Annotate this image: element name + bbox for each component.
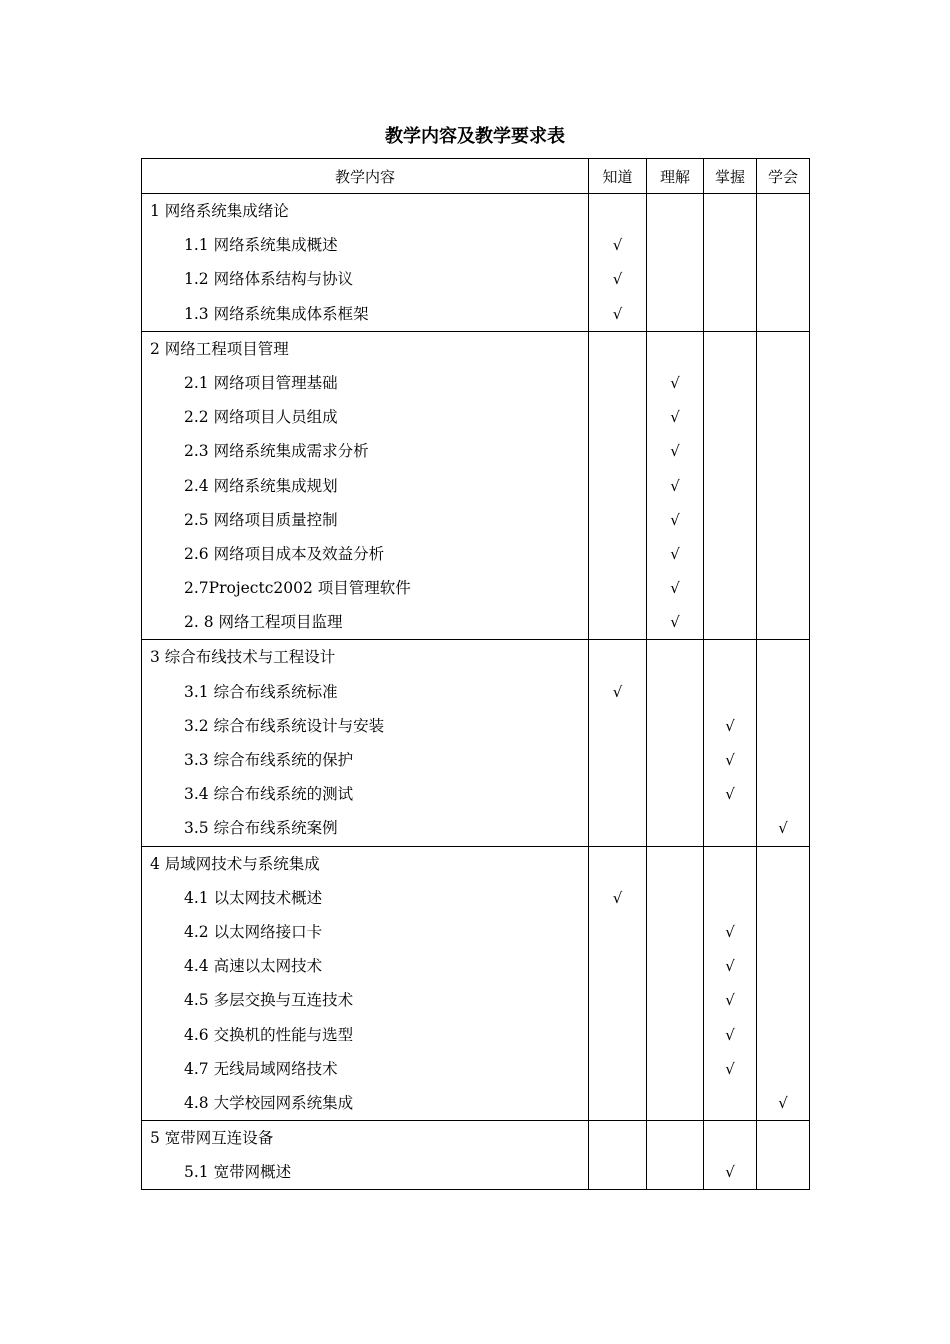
- check-mark: √: [725, 991, 735, 1010]
- section-spacer: [704, 194, 756, 228]
- empty-mark: [647, 777, 703, 811]
- check-mark: √: [725, 751, 735, 769]
- section-row: [142, 331, 810, 640]
- empty-mark: [589, 915, 646, 949]
- check-mark: √: [725, 1059, 735, 1078]
- level-cell-understand: [647, 1121, 704, 1190]
- empty-mark: [589, 605, 646, 639]
- section-title: 4 局域网技术与系统集成: [150, 854, 320, 873]
- section-row: [142, 1121, 810, 1190]
- level-cell-understand: [647, 640, 704, 846]
- check-mark: √: [612, 270, 623, 289]
- check-mark: √: [670, 544, 680, 563]
- subsection-item: 1.3 网络系统集成体系框架: [184, 304, 369, 323]
- empty-mark: [647, 709, 703, 743]
- level-cell-learn: [757, 331, 810, 640]
- level-cell-know: [589, 846, 647, 1121]
- table-body: [142, 194, 810, 1190]
- subsection-item: 2.4 网络系统集成规划: [184, 476, 338, 495]
- empty-mark: [757, 1018, 809, 1052]
- empty-mark: [589, 537, 646, 571]
- empty-mark: [647, 297, 703, 331]
- level-cell-understand: [647, 194, 704, 332]
- empty-mark: [757, 881, 809, 915]
- empty-mark: [589, 983, 646, 1017]
- empty-mark: [757, 228, 809, 262]
- empty-mark: [647, 743, 703, 777]
- empty-mark: [704, 503, 756, 537]
- section-spacer: [647, 847, 703, 881]
- section-title: 1 网络系统集成绪论: [150, 202, 289, 220]
- header-know: 知道: [589, 159, 647, 194]
- teaching-requirements-table: [141, 158, 810, 1190]
- level-cell-know: [589, 640, 647, 846]
- empty-mark: [704, 366, 756, 400]
- header-master: 掌握: [704, 159, 757, 194]
- section-row: [142, 194, 810, 332]
- section-spacer: [704, 332, 756, 366]
- subsection-item: 3.5 综合布线系统案例: [184, 819, 338, 838]
- check-mark: √: [612, 682, 623, 701]
- empty-mark: [589, 1018, 646, 1052]
- empty-mark: [589, 777, 646, 811]
- level-cell-learn: [757, 194, 810, 332]
- empty-mark: [589, 811, 646, 845]
- subsection-item: 4.4 高速以太网技术: [184, 957, 323, 976]
- section-spacer: [589, 847, 646, 881]
- subsection-item: 1.2 网络体系结构与协议: [184, 270, 354, 289]
- check-mark: √: [725, 785, 735, 804]
- section-spacer: [757, 1121, 809, 1155]
- section-spacer: [589, 640, 646, 674]
- empty-mark: [704, 400, 756, 434]
- empty-mark: [589, 469, 646, 503]
- empty-mark: [589, 434, 646, 468]
- check-mark: √: [778, 1093, 788, 1112]
- section-title: 2 网络工程项目管理: [150, 339, 289, 358]
- empty-mark: [704, 811, 756, 845]
- header-content: 教学内容: [142, 159, 589, 194]
- level-cell-learn: [757, 1121, 810, 1190]
- header-row: [142, 159, 810, 194]
- empty-mark: [704, 1086, 756, 1120]
- subsection-item: 2.7Projectc2002 项目管理软件: [184, 579, 411, 598]
- subsection-item: 5.1 宽带网概述: [184, 1163, 292, 1182]
- section-content-cell: [142, 1121, 589, 1190]
- check-mark: √: [670, 613, 680, 632]
- empty-mark: [589, 743, 646, 777]
- empty-mark: [647, 1018, 703, 1052]
- check-mark: √: [725, 1025, 735, 1044]
- section-content-cell: [142, 331, 589, 640]
- empty-mark: [757, 675, 809, 709]
- subsection-item: 2.2 网络项目人员组成: [184, 408, 338, 427]
- subsection-item: 4.6 交换机的性能与选型: [184, 1025, 354, 1044]
- section-row: [142, 846, 810, 1121]
- check-mark: √: [725, 1163, 735, 1182]
- level-cell-master: [704, 640, 757, 846]
- empty-mark: [757, 743, 809, 777]
- header-understand: 理解: [647, 159, 704, 194]
- subsection-item: 4.5 多层交换与互连技术: [184, 991, 354, 1010]
- section-content-cell: [142, 846, 589, 1121]
- empty-mark: [704, 469, 756, 503]
- empty-mark: [704, 537, 756, 571]
- empty-mark: [757, 400, 809, 434]
- empty-mark: [647, 262, 703, 296]
- empty-mark: [647, 1086, 703, 1120]
- header-learn: 学会: [757, 159, 810, 194]
- subsection-item: 3.3 综合布线系统的保护: [184, 751, 354, 769]
- section-spacer: [704, 640, 756, 674]
- section-spacer: [647, 332, 703, 366]
- subsection-item: 4.1 以太网技术概述: [184, 888, 323, 907]
- level-cell-understand: [647, 331, 704, 640]
- section-spacer: [647, 1121, 703, 1155]
- empty-mark: [647, 228, 703, 262]
- section-spacer: [589, 194, 646, 228]
- empty-mark: [757, 777, 809, 811]
- empty-mark: [589, 1155, 646, 1189]
- empty-mark: [647, 675, 703, 709]
- empty-mark: [589, 400, 646, 434]
- level-cell-master: [704, 194, 757, 332]
- section-spacer: [757, 640, 809, 674]
- empty-mark: [757, 297, 809, 331]
- empty-mark: [757, 537, 809, 571]
- empty-mark: [704, 297, 756, 331]
- empty-mark: [704, 571, 756, 605]
- section-spacer: [757, 847, 809, 881]
- empty-mark: [704, 228, 756, 262]
- level-cell-master: [704, 331, 757, 640]
- level-cell-master: [704, 1121, 757, 1190]
- subsection-item: 3.1 综合布线系统标准: [184, 682, 338, 701]
- empty-mark: [589, 1052, 646, 1086]
- check-mark: √: [725, 957, 735, 976]
- section-spacer: [757, 194, 809, 228]
- empty-mark: [757, 571, 809, 605]
- subsection-item: 2.1 网络项目管理基础: [184, 373, 338, 392]
- subsection-item: 1.1 网络系统集成概述: [184, 236, 338, 255]
- empty-mark: [757, 262, 809, 296]
- empty-mark: [589, 503, 646, 537]
- empty-mark: [647, 881, 703, 915]
- check-mark: √: [670, 476, 680, 495]
- empty-mark: [647, 949, 703, 983]
- level-cell-learn: [757, 640, 810, 846]
- empty-mark: [704, 675, 756, 709]
- section-spacer: [589, 1121, 646, 1155]
- check-mark: √: [778, 819, 788, 838]
- empty-mark: [757, 503, 809, 537]
- level-cell-understand: [647, 846, 704, 1121]
- check-mark: √: [670, 579, 680, 598]
- empty-mark: [757, 366, 809, 400]
- empty-mark: [757, 605, 809, 639]
- empty-mark: [647, 983, 703, 1017]
- document-title: 教学内容及教学要求表: [385, 126, 565, 147]
- empty-mark: [647, 811, 703, 845]
- empty-mark: [589, 366, 646, 400]
- level-cell-know: [589, 194, 647, 332]
- section-title: 3 综合布线技术与工程设计: [150, 648, 336, 667]
- check-mark: √: [670, 510, 680, 529]
- empty-mark: [647, 1052, 703, 1086]
- level-cell-master: [704, 846, 757, 1121]
- subsection-item: 4.8 大学校园网系统集成: [184, 1093, 354, 1112]
- check-mark: √: [670, 408, 680, 427]
- subsection-item: 2.6 网络项目成本及效益分析: [184, 544, 385, 563]
- check-mark: √: [725, 922, 735, 941]
- empty-mark: [704, 605, 756, 639]
- level-cell-know: [589, 331, 647, 640]
- empty-mark: [757, 983, 809, 1017]
- level-cell-know: [589, 1121, 647, 1190]
- subsection-item: 3.2 综合布线系统设计与安装: [184, 716, 385, 735]
- empty-mark: [589, 571, 646, 605]
- empty-mark: [757, 949, 809, 983]
- empty-mark: [704, 262, 756, 296]
- empty-mark: [757, 1052, 809, 1086]
- subsection-item: 2. 8 网络工程项目监理: [184, 613, 343, 632]
- section-spacer: [704, 847, 756, 881]
- check-mark: √: [612, 888, 623, 907]
- check-mark: √: [725, 716, 735, 735]
- empty-mark: [757, 915, 809, 949]
- subsection-item: 4.2 以太网络接口卡: [184, 922, 323, 941]
- empty-mark: [589, 949, 646, 983]
- section-spacer: [704, 1121, 756, 1155]
- section-content-cell: [142, 194, 589, 332]
- empty-mark: [704, 881, 756, 915]
- empty-mark: [757, 434, 809, 468]
- empty-mark: [704, 434, 756, 468]
- empty-mark: [589, 709, 646, 743]
- check-mark: √: [612, 236, 623, 255]
- empty-mark: [589, 1086, 646, 1120]
- section-spacer: [757, 332, 809, 366]
- check-mark: √: [612, 304, 623, 323]
- section-spacer: [647, 640, 703, 674]
- subsection-item: 4.7 无线局域网络技术: [184, 1059, 338, 1078]
- empty-mark: [757, 469, 809, 503]
- level-cell-learn: [757, 846, 810, 1121]
- subsection-item: 2.3 网络系统集成需求分析: [184, 442, 369, 461]
- check-mark: √: [670, 373, 680, 392]
- subsection-item: 2.5 网络项目质量控制: [184, 510, 338, 529]
- empty-mark: [647, 1155, 703, 1189]
- empty-mark: [757, 1155, 809, 1189]
- section-spacer: [589, 332, 646, 366]
- empty-mark: [757, 709, 809, 743]
- check-mark: √: [670, 442, 680, 461]
- section-spacer: [647, 194, 703, 228]
- section-row: [142, 640, 810, 846]
- section-content-cell: [142, 640, 589, 846]
- subsection-item: 3.4 综合布线系统的测试: [184, 785, 354, 804]
- section-title: 5 宽带网互连设备: [150, 1129, 274, 1148]
- empty-mark: [647, 915, 703, 949]
